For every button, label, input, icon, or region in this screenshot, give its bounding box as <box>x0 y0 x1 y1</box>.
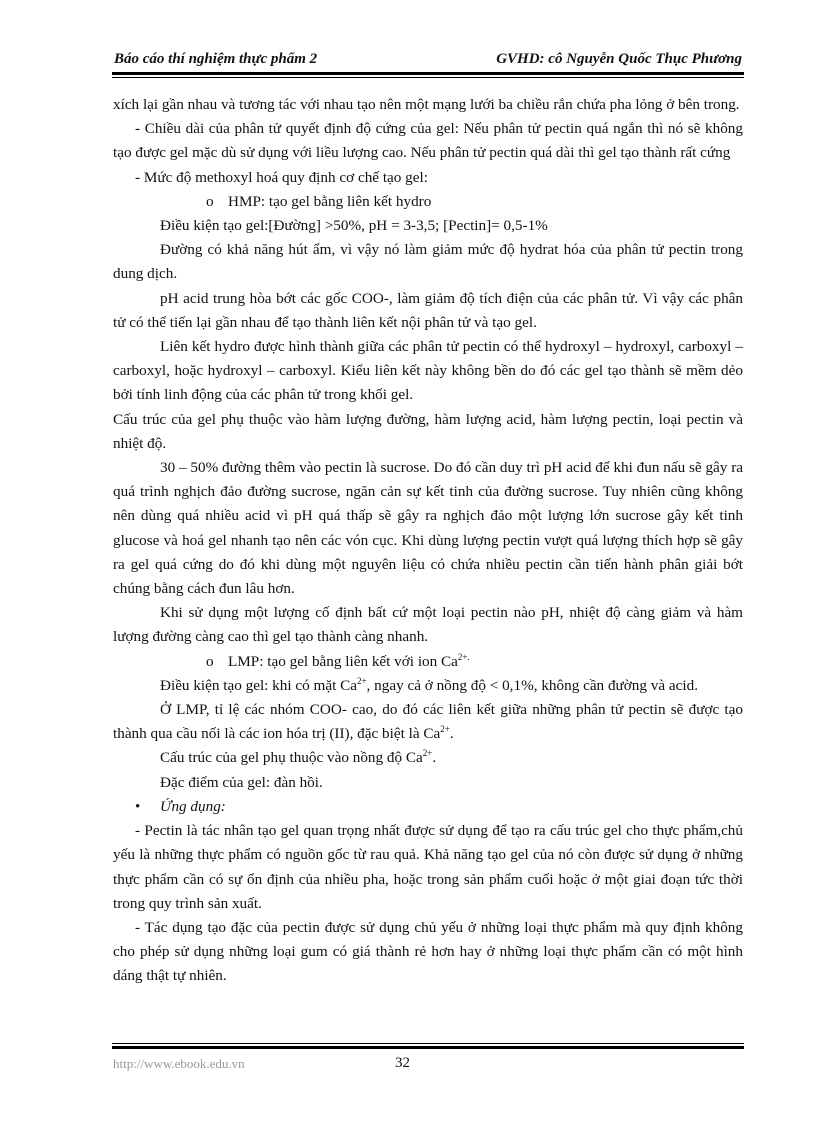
paragraph: Liên kết hydro được hình thành giữa các phân tử pectin có thể hydroxyl – hydroxyl, carboxyl – carboxyl, hoặc hydroxyl – carboxyl. Kiểu liên kết này không bền do đó các gel tạo thành sẽ mềm dẻo bởi tính linh động của các phân tử trong khối gel. <box>113 338 743 404</box>
header-rule-thin <box>112 77 744 78</box>
header-report-title: Báo cáo thí nghiệm thực phẩm 2 <box>114 51 318 67</box>
paragraph: - Chiều dài của phân tử quyết định độ cứng của gel: Nếu phân tử pectin quá ngắn thì nó sẽ không tạo được gel mặc dù sử dụng với liều lượng cao. Nếu phân tử pectin quá dài thì gel tạo thành rất cứng <box>113 120 743 162</box>
bullet-icon: • <box>135 797 141 815</box>
paragraph: Đặc điểm của gel: đàn hồi. <box>160 773 323 791</box>
footer-rule-thin <box>112 1043 744 1044</box>
paragraph: - Mức độ methoxyl hoá quy định cơ chế tạo gel: <box>135 168 428 186</box>
paragraph: Đường có khả năng hút ẩm, vì vậy nó làm giảm mức độ hydrat hóa của phân tử pectin trong dung dịch. <box>113 241 743 283</box>
circle-bullet-icon: o <box>206 192 214 210</box>
page-header <box>112 51 744 71</box>
paragraph: xích lại gần nhau và tương tác với nhau tạo nên một mạng lưới ba chiều rắn chứa pha lỏng ở bên trong. <box>113 96 740 113</box>
paragraph: Cấu trúc của gel phụ thuộc vào hàm lượng đường, hàm lượng acid, hàm lượng pectin, loại pectin và nhiệt độ. <box>113 410 743 452</box>
paragraph <box>113 698 743 746</box>
header-rule-thick <box>112 72 744 75</box>
header-instructor: GVHD: cô Nguyễn Quốc Thục Phương <box>496 51 742 67</box>
text-run: Điều kiện tạo gel: khi có mặt Ca <box>160 676 357 694</box>
paragraph: pH acid trung hòa bớt các gốc COO-, làm giảm độ tích điện của các phân tử. Vì vậy các phân tử có thể tiến lại gần nhau để tạo thành liên kết nội phân tử và tạo gel. <box>113 289 743 331</box>
superscript: 2+ <box>440 724 450 735</box>
text-run: Cấu trúc của gel phụ thuộc vào nồng độ Ca <box>160 749 423 767</box>
text-run: . <box>432 749 437 767</box>
page-footer <box>113 1056 745 1076</box>
circle-bullet-icon: o <box>206 652 214 670</box>
superscript: 2+ <box>356 675 367 686</box>
text-run: . <box>449 725 454 743</box>
paragraph: - Tác dụng tạo đặc của pectin được sử dụng chủ yếu ở những loại thực phẩm mà quy định không cho phép sử dụng những loại gum có giá thành rẻ hơn hay ở những loại thực phẩm cần có một hình dáng thật tự nhiên. <box>113 918 743 985</box>
page-number: 32 <box>395 1055 410 1071</box>
section-heading-ung-dung <box>113 795 743 819</box>
paragraph <box>113 746 743 770</box>
hmp-label: HMP: tạo gel bằng liên kết hydro <box>228 192 432 210</box>
lmp-label: LMP: tạo gel bằng liên kết với ion Ca <box>228 652 458 670</box>
paragraph: Điều kiện tạo gel:[Đường] >50%, pH = 3-3,5; [Pectin]= 0,5-1% <box>160 217 548 235</box>
paragraph <box>113 674 743 698</box>
paragraph: 30 – 50% đường thêm vào pectin là sucrose. Do đó cần duy trì pH acid để khi đun nấu sẽ gây ra quá trình nghịch đảo đường sucrose, ngăn cản sự kết tinh của đường sucrose. Tuy nhiên cũng không nên dùng quá nhiều acid vì pH quá thấp sẽ gây ra nghịch đảo một lượng lớn sucrose gây kết tinh glucose và hoá gel nhanh tạo nên các vón cục. Khi dùng lượng pectin vượt quá lượng thích hợp sẽ gây ra gel quá cứng do đó khi dùng một nguyên liệu có chứa nhiều pectin cần tiến hành phân giải bớt chúng bằng cách đun lâu hơn. <box>113 459 743 598</box>
footer-rule-thick <box>112 1046 744 1049</box>
page-body <box>113 93 743 989</box>
paragraph: Khi sử dụng một lượng cố định bất cứ một loại pectin nào pH, nhiệt độ càng giảm và hàm lượng đường càng cao thì gel tạo thành càng nhanh. <box>113 604 743 646</box>
footer-url-link[interactable]: http://www.ebook.edu.vn <box>113 1056 245 1071</box>
list-item-lmp <box>113 650 743 674</box>
text-run: , ngay cả ở nồng độ < 0,1%, không cần đường và acid. <box>366 676 699 694</box>
superscript: 2+. <box>457 651 470 662</box>
section-heading-label: Ứng dụng: <box>160 797 226 815</box>
text-run: Ở LMP, tỉ lệ các nhóm COO- cao, do đó các liên kết giữa những phân tử pectin sẽ được tạo thành qua cầu nối là các ion hóa trị (II), đặc biệt là Ca <box>113 701 743 743</box>
list-item-hmp <box>113 190 743 214</box>
superscript: 2+ <box>422 748 433 759</box>
paragraph: - Pectin là tác nhân tạo gel quan trọng nhất được sử dụng để tạo ra cấu trúc gel cho thực phẩm,chủ yếu là những thực phẩm có nguồn gốc từ rau quả. Khả năng tạo gel của nó còn được sử dụng ở những thực phẩm cần có sự ổn định của nhiều pha, hoặc trong sản phẩm cuối hoặc ở một giai đoạn tức thời trong quy trình sản xuất. <box>113 822 743 912</box>
